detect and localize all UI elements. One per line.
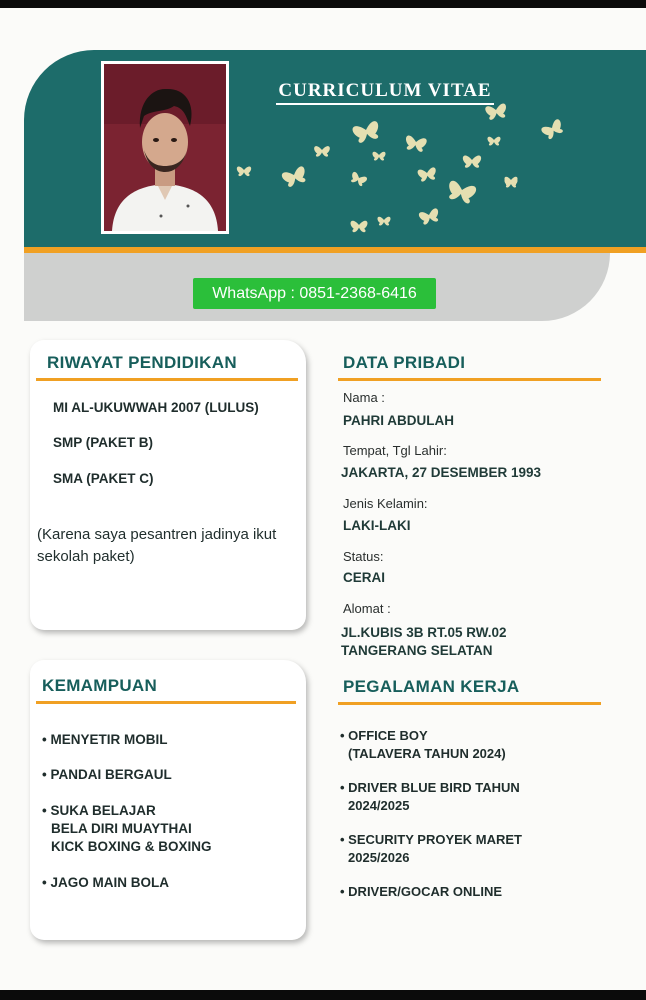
education-note-line2: sekolah paket) <box>37 548 135 565</box>
education-note-line1: (Karena saya pesantren jadinya ikut <box>37 526 277 543</box>
bottom-border <box>0 990 646 1000</box>
job-item: • SECURITY PROYEK MARET <box>340 832 522 847</box>
skill-item: • PANDAI BERGAUL <box>42 767 172 782</box>
skill-item-continuation: KICK BOXING & BOXING <box>51 839 212 854</box>
address-label: Alomat : <box>343 601 391 616</box>
skills-heading: KEMAMPUAN <box>42 676 158 695</box>
work-experience-heading: PEGALAMAN KERJA <box>343 677 520 696</box>
person-portrait-icon <box>104 64 226 231</box>
cv-title: CURRICULUM VITAE <box>276 80 494 105</box>
address-line1: JL.KUBIS 3B RT.05 RW.02 <box>341 625 507 640</box>
birth-value: JAKARTA, 27 DESEMBER 1993 <box>341 465 542 480</box>
job-item: • OFFICE BOY <box>340 728 428 743</box>
skill-item: • JAGO MAIN BOLA <box>42 875 169 890</box>
skill-item-continuation: BELA DIRI MUAYTHAI <box>51 821 192 836</box>
name-value: PAHRI ABDULAH <box>343 413 454 428</box>
education-heading-rule <box>36 378 298 381</box>
job-item-detail: 2024/2025 <box>348 798 410 813</box>
personal-data-heading-rule <box>338 378 601 381</box>
job-item: • DRIVER/GOCAR ONLINE <box>340 884 503 899</box>
top-border <box>0 0 646 8</box>
education-item: SMP (PAKET B) <box>53 435 154 450</box>
job-item-detail: 2025/2026 <box>348 850 410 865</box>
gender-label: Jenis Kelamin: <box>343 496 428 511</box>
whatsapp-contact-badge[interactable]: WhatsApp : 0851-2368-6416 <box>193 278 436 309</box>
status-label: Status: <box>343 549 384 564</box>
skills-heading-rule <box>36 701 296 704</box>
education-item: SMA (PAKET C) <box>53 471 154 486</box>
job-item: • DRIVER BLUE BIRD TAHUN <box>340 780 520 795</box>
job-item-detail: (TALAVERA TAHUN 2024) <box>348 746 506 761</box>
education-item: MI AL-UKUWWAH 2007 (LULUS) <box>53 400 259 415</box>
profile-photo <box>101 61 229 234</box>
skill-item: • MENYETIR MOBIL <box>42 732 168 747</box>
gender-value: LAKI-LAKI <box>343 518 411 533</box>
name-label: Nama : <box>343 390 385 405</box>
education-heading: RIWAYAT PENDIDIKAN <box>47 353 237 372</box>
status-value: CERAI <box>343 570 386 585</box>
address-line2: TANGERANG SELATAN <box>341 643 493 658</box>
skill-item: • SUKA BELAJAR <box>42 803 156 818</box>
birth-label: Tempat, Tgl Lahir: <box>343 443 447 458</box>
personal-data-heading: DATA PRIBADI <box>343 353 466 372</box>
work-experience-heading-rule <box>338 702 601 705</box>
